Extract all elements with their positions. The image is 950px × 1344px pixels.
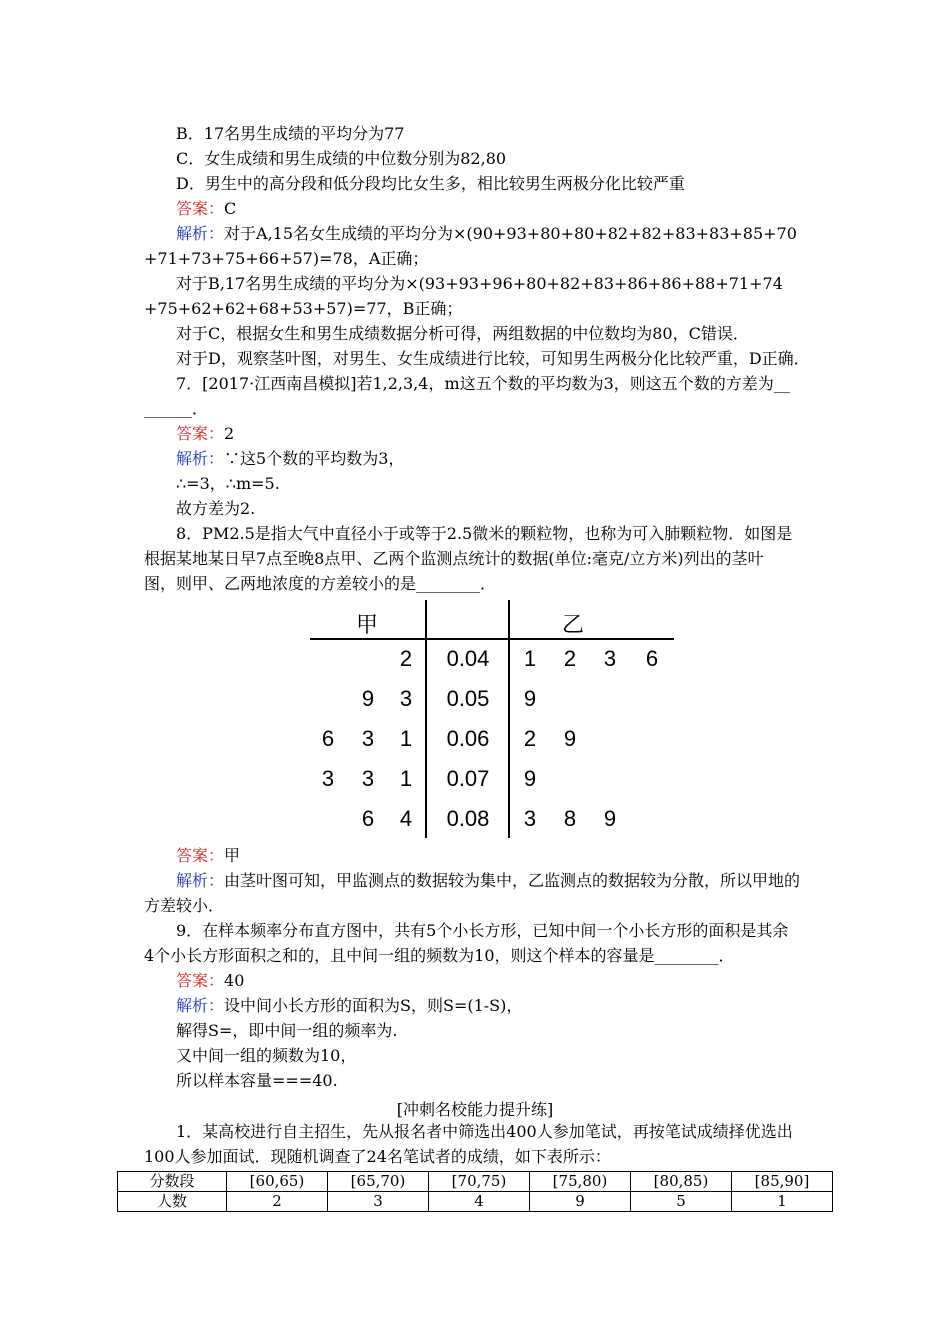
table-cell: [70,75) [429, 1172, 530, 1192]
leaf-right: 2 [523, 726, 537, 751]
leaf-right: 1 [523, 646, 537, 671]
answer-value: 2 [224, 424, 235, 443]
table-cell: [65,70) [328, 1172, 429, 1192]
explanation-7-line-2: ∴=3，∴m=5. [176, 474, 280, 493]
stem-value: 0.04 [446, 646, 490, 671]
explanation-7-line-1 [176, 449, 404, 469]
answer-9 [176, 971, 244, 991]
problem-1-line-1: 1．某高校进行自主招生，先从报名者中筛选出400人参加笔试，再按笔试成绩择优选出 [176, 1122, 793, 1141]
explanation-9-line-1 [176, 996, 522, 1016]
option-d: D．男生中的高分段和低分段均比女生多，相比较男生两极分化比较严重 [176, 174, 685, 193]
answer-6 [176, 199, 236, 219]
leaf-right: 9 [563, 726, 577, 751]
explanation-6-line-4: +75+62+62+68+53+57)=77，B正确； [144, 299, 463, 318]
question-7-line-2: ______． [144, 399, 209, 418]
leaf-right: 3 [523, 806, 537, 831]
stem-leaf-right-header: 乙 [562, 612, 585, 637]
question-9-line-2: 4个小长方形面积之和的，且中间一组的频数为10，则这个样本的容量是________． [144, 946, 735, 965]
stem-value: 0.05 [446, 686, 490, 711]
section-title: [冲刺名校能力提升练] [396, 1100, 554, 1119]
table-cell: 9 [530, 1192, 631, 1212]
leaf-left: 4 [399, 806, 413, 831]
explanation-text: 对于A,15名女生成绩的平均分为×(90+93+80+80+82+82+83+83+85+70 [224, 224, 797, 243]
leaf-right: 6 [645, 646, 659, 671]
stem-leaf-left-header: 甲 [356, 612, 379, 637]
question-8-line-2: 根据某地某日早7点至晚8点甲、乙两个监测点统计的数据(单位:毫克/立方米)列出的茎叶 [144, 549, 764, 568]
explanation-6-line-2: +71+73+75+66+57)=78，A正确； [144, 249, 429, 268]
explanation-text: 由茎叶图可知，甲监测点的数据较为集中，乙监测点的数据较为分散，所以甲地的 [224, 871, 801, 890]
question-8-line-3: 图，则甲、乙两地浓度的方差较小的是________． [144, 574, 497, 593]
leaf-left: 3 [361, 766, 375, 791]
explanation-6-line-1 [176, 224, 797, 244]
leaf-left: 1 [399, 726, 413, 751]
explanation-label: 解析： [176, 449, 225, 468]
table-cell: 人数 [118, 1192, 227, 1212]
table-cell: 1 [732, 1192, 833, 1212]
leaf-left: 1 [399, 766, 413, 791]
score-table-count-row [118, 1192, 833, 1212]
table-cell: [75,80) [530, 1172, 631, 1192]
answer-label: 答案： [176, 424, 225, 443]
problem-1-line-2: 100人参加面试．现随机调查了24名笔试者的成绩，如下表所示： [144, 1147, 611, 1166]
explanation-label: 解析： [176, 224, 225, 243]
answer-8 [176, 846, 240, 866]
option-c: C．女生成绩和男生成绩的中位数分别为82,80 [176, 149, 507, 168]
leaf-left: 3 [399, 686, 413, 711]
table-cell: [80,85) [631, 1172, 732, 1192]
stem-value: 0.07 [446, 766, 490, 791]
explanation-9-line-4: 所以样本容量===40. [176, 1071, 338, 1090]
leaf-right: 9 [603, 806, 617, 831]
answer-label: 答案： [176, 199, 225, 218]
leaf-right: 3 [603, 646, 617, 671]
stem-value: 0.08 [446, 806, 490, 831]
explanation-9-line-2: 解得S=，即中间一组的频率为. [176, 1021, 398, 1040]
explanation-6-line-3: 对于B,17名男生成绩的平均分为×(93+93+96+80+82+83+86+86+88+71+74 [176, 274, 783, 293]
explanation-8-line-1 [176, 871, 800, 891]
leaf-left: 2 [399, 646, 413, 671]
question-8-line-1: 8．PM2.5是指大气中直径小于或等于2.5微米的颗粒物，也称为可入肺颗粒物．如图是 [176, 524, 793, 543]
explanation-9-line-3: 又中间一组的频数为10， [176, 1046, 357, 1065]
explanation-6-line-5: 对于C，根据女生和男生成绩数据分析可得，两组数据的中位数均为80，C错误． [176, 324, 749, 343]
answer-7 [176, 424, 234, 444]
leaf-right: 8 [563, 806, 577, 831]
stem-value: 0.06 [446, 726, 490, 751]
answer-value: 甲 [224, 846, 241, 865]
leaf-left: 6 [321, 726, 335, 751]
leaf-right: 2 [563, 646, 577, 671]
explanation-text: 设中间小长方形的面积为S，则S=(1-S)， [224, 996, 523, 1015]
score-table [117, 1171, 833, 1212]
explanation-8-line-2: 方差较小． [144, 896, 225, 915]
answer-value: 40 [224, 971, 245, 990]
stem-leaf-plot [310, 600, 674, 838]
question-9-line-1: 9．在样本频率分布直方图中，共有5个小长方形，已知中间一个小长方形的面积是其余 [176, 921, 789, 940]
table-cell: 5 [631, 1192, 732, 1212]
answer-label: 答案： [176, 846, 225, 865]
leaf-right: 9 [523, 766, 537, 791]
leaf-left: 6 [361, 806, 375, 831]
header-divider [310, 638, 674, 640]
table-cell: [85,90] [732, 1172, 833, 1192]
score-table-header-row [118, 1172, 833, 1192]
answer-label: 答案： [176, 971, 225, 990]
explanation-label: 解析： [176, 871, 225, 890]
question-7-line-1: 7．[2017·江西南昌模拟]若1,2,3,4，m这五个数的平均数为3，则这五个数的方差为__ [176, 374, 790, 393]
explanation-7-line-3: 故方差为2. [176, 499, 256, 518]
table-cell: 2 [227, 1192, 328, 1212]
table-cell: 3 [328, 1192, 429, 1212]
leaf-left: 3 [321, 766, 335, 791]
leaf-left: 3 [361, 726, 375, 751]
left-divider [425, 600, 427, 838]
leaf-right: 9 [523, 686, 537, 711]
answer-value: C [224, 199, 237, 218]
table-cell: 分数段 [118, 1172, 227, 1192]
table-cell: [60,65) [227, 1172, 328, 1192]
explanation-text: ∵这5个数的平均数为3， [224, 449, 405, 468]
explanation-6-line-6: 对于D，观察茎叶图，对男生、女生成绩进行比较，可知男生两极分化比较严重，D正确． [176, 349, 810, 368]
right-divider [508, 600, 510, 838]
explanation-label: 解析： [176, 996, 225, 1015]
leaf-left: 9 [361, 686, 375, 711]
option-b: B．17名男生成绩的平均分为77 [176, 124, 405, 143]
table-cell: 4 [429, 1192, 530, 1212]
